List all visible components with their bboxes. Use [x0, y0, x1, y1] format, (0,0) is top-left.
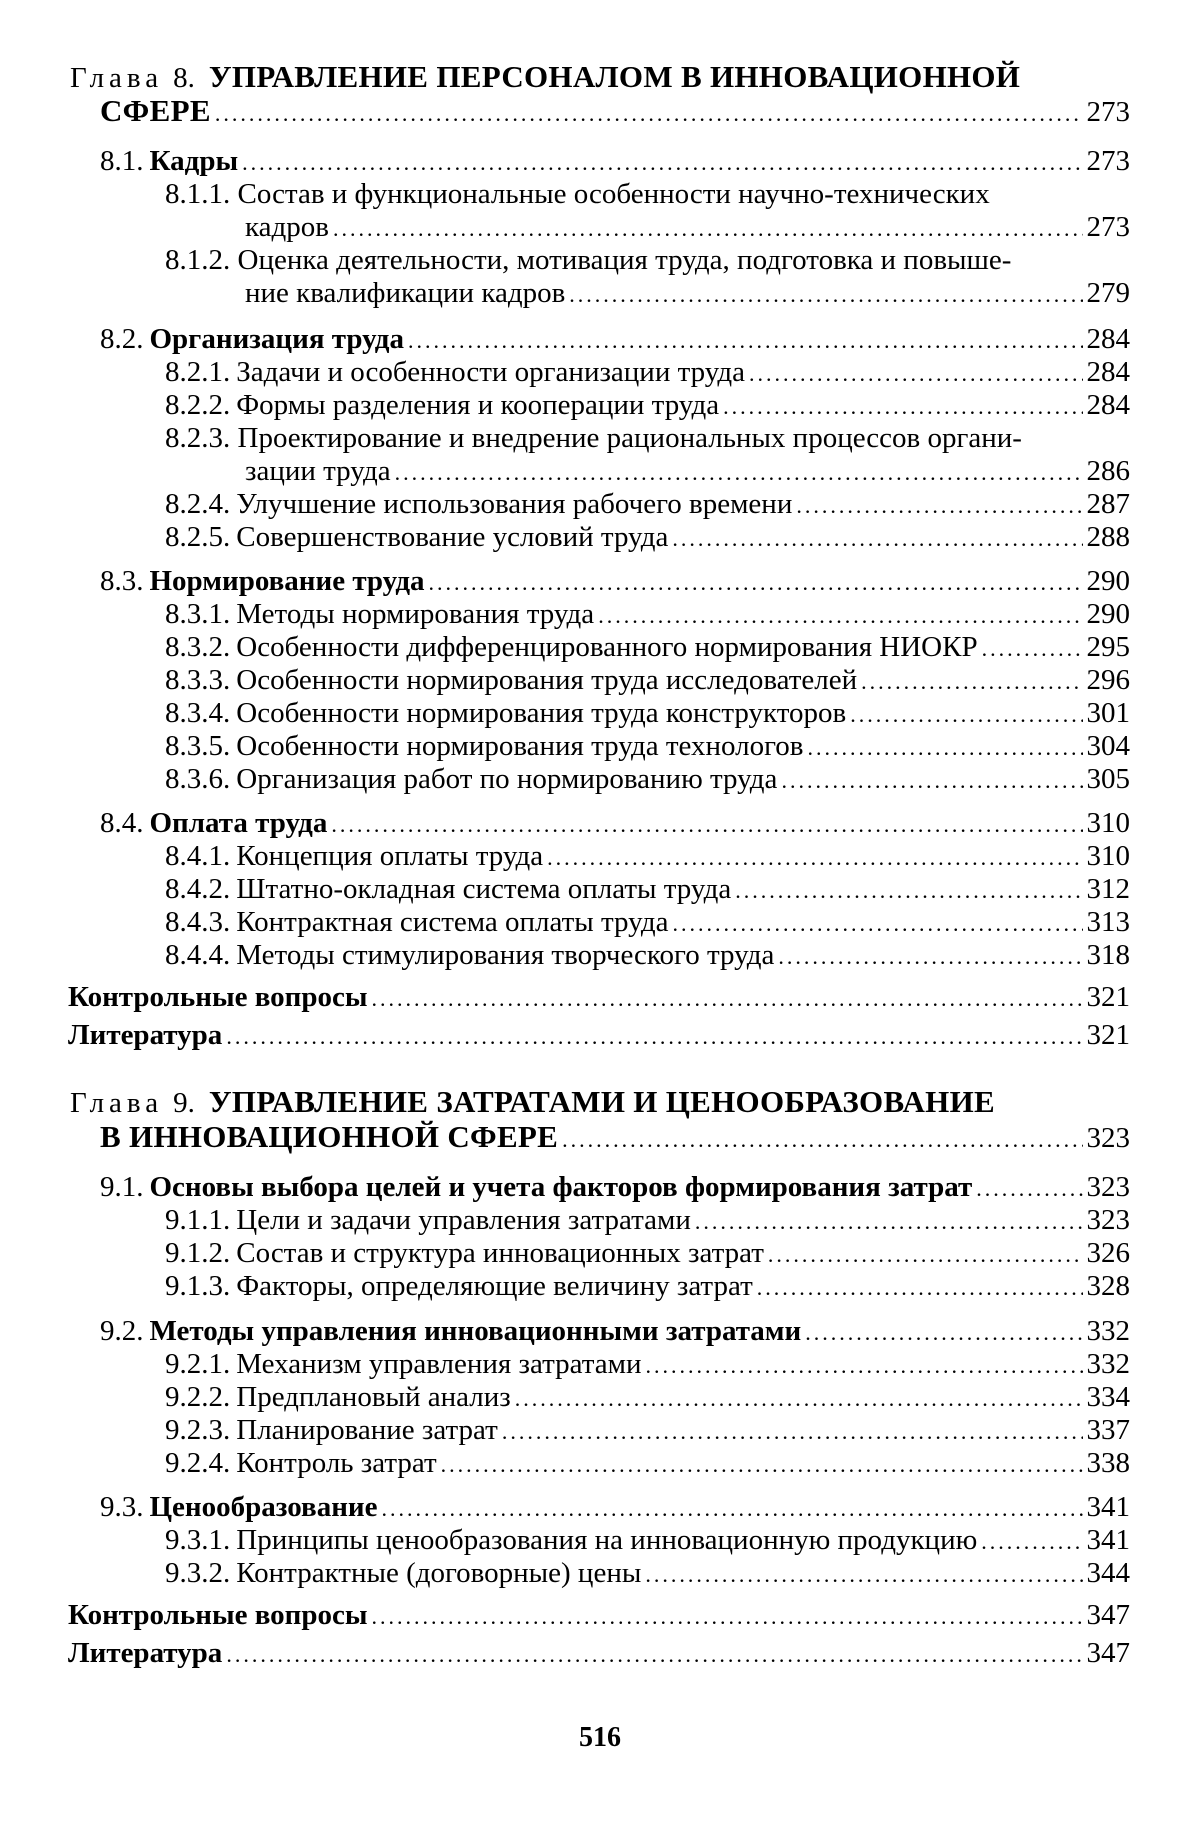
dot-leader [395, 456, 1083, 489]
toc-subsection [165, 356, 1130, 389]
toc-subsection [165, 697, 1130, 730]
dot-leader [502, 1415, 1083, 1448]
toc-subsection [165, 906, 1130, 939]
dot-leader [695, 1205, 1083, 1238]
toc-subsection [165, 598, 1130, 631]
subsection-number: 8.3.1. [165, 598, 231, 630]
toc-section [100, 1315, 1130, 1348]
section-number: 8.3. [100, 565, 144, 597]
page-ref: 328 [1086, 1270, 1130, 1302]
subsection-number: 8.2.3. [165, 422, 231, 454]
section-number: 8.2. [100, 323, 144, 355]
subsection-title: Методы нормирования труда [236, 598, 595, 630]
dot-leader [781, 764, 1082, 797]
section-title: Методы управления инновационными затратами [149, 1315, 802, 1347]
dot-leader [805, 1316, 1082, 1349]
chapter-number: 8. [173, 62, 195, 94]
toc-subsection-cont [245, 277, 1130, 310]
dot-leader [372, 1600, 1083, 1633]
page-ref: 326 [1086, 1237, 1130, 1269]
page-ref: 273 [1086, 211, 1130, 243]
page-ref: 337 [1086, 1414, 1130, 1446]
toc-subsection [165, 1557, 1130, 1590]
dot-leader [372, 982, 1083, 1015]
dot-leader [749, 357, 1082, 390]
toc-literature [68, 1637, 1130, 1670]
subsection-title: Особенности нормирования труда технологов [236, 730, 804, 762]
page-ref: 290 [1086, 565, 1130, 597]
page-ref: 341 [1086, 1524, 1130, 1556]
subsection-number: 9.1.2. [165, 1237, 231, 1269]
subsection-number: 9.3.2. [165, 1557, 231, 1589]
toc-control-questions [68, 1599, 1130, 1632]
subsection-number: 8.2.2. [165, 389, 231, 421]
toc-subsection [165, 1348, 1130, 1381]
dot-leader [226, 1020, 1082, 1053]
subsection-title: Контрактные (договорные) цены [236, 1557, 642, 1589]
toc-subsection [165, 664, 1130, 697]
page-ref: 313 [1086, 906, 1130, 938]
section-number: 9.3. [100, 1491, 144, 1523]
toc-subsection [165, 1381, 1130, 1414]
subsection-title-cont: ние квалификации кадров [245, 277, 566, 309]
dot-leader [598, 599, 1082, 632]
dot-leader [408, 324, 1083, 357]
page-ref: 284 [1086, 323, 1130, 355]
page-ref: 321 [1086, 1019, 1130, 1051]
page-ref: 347 [1086, 1599, 1130, 1631]
subsection-number: 9.1.3. [165, 1270, 231, 1302]
section-number: 8.4. [100, 807, 144, 839]
section-title: Организация труда [149, 323, 404, 355]
page-ref: 323 [1086, 1204, 1130, 1236]
toc-subsection [165, 730, 1130, 763]
dot-leader [757, 1271, 1083, 1304]
dot-leader [778, 940, 1082, 973]
page-ref: 301 [1086, 697, 1130, 729]
subsection-number: 8.1.2. [165, 244, 231, 276]
dot-leader [331, 808, 1082, 841]
subsection-title: Штатно-окладная система оплаты труда [236, 873, 732, 905]
dot-leader [672, 907, 1082, 940]
subsection-number: 8.4.2. [165, 873, 231, 905]
dot-leader [735, 874, 1082, 907]
subsection-title: Методы стимулирования творческого труда [236, 939, 775, 971]
subsection-title: Концепция оплаты труда [236, 840, 544, 872]
toc-subsection-cont [245, 211, 1130, 244]
subsection-number: 8.3.4. [165, 697, 231, 729]
chapter-word: Глава [70, 1087, 164, 1119]
subsection-title: Контроль затрат [236, 1447, 437, 1479]
subsection-number: 9.3.1. [165, 1524, 231, 1556]
toc-subsection [165, 1204, 1130, 1237]
toc-subsection [165, 1414, 1130, 1447]
subsection-title: Планирование затрат [236, 1414, 498, 1446]
chapter-9-heading-cont [100, 1120, 1130, 1153]
toc-subsection [165, 422, 1022, 455]
subsection-number: 8.2.5. [165, 521, 231, 553]
chapter-title: УПРАВЛЕНИЕ ПЕРСОНАЛОМ В ИННОВАЦИОННОЙ [208, 59, 1021, 94]
dot-leader [850, 698, 1082, 731]
dot-leader [547, 841, 1082, 874]
toc-section [100, 1171, 1130, 1204]
section-title: Нормирование труда [149, 565, 425, 597]
page-ref: 310 [1086, 840, 1130, 872]
subsection-title: Механизм управления затратами [236, 1348, 642, 1380]
page-ref: 296 [1086, 664, 1130, 696]
dot-leader [981, 1525, 1082, 1558]
toc-control-questions [68, 981, 1130, 1014]
subsection-number: 8.4.1. [165, 840, 231, 872]
dot-leader [569, 278, 1082, 311]
page-ref: 332 [1086, 1348, 1130, 1380]
dot-leader [215, 97, 1083, 130]
page-ref: 304 [1086, 730, 1130, 762]
subsection-title: Состав и функциональные особенности научно-технических [237, 178, 990, 210]
subsection-title-cont: зации труда [245, 455, 391, 487]
toc-section [100, 323, 1130, 356]
subsection-title: Особенности нормирования труда исследователей [236, 664, 858, 696]
subsection-title: Улучшение использования рабочего времени [236, 488, 793, 520]
dot-leader [982, 632, 1083, 665]
page-ref: 318 [1086, 939, 1130, 971]
literature-title: Литература [68, 1637, 223, 1669]
toc-subsection-cont [245, 455, 1130, 488]
section-title: Кадры [149, 145, 239, 177]
dot-leader [796, 489, 1082, 522]
dot-leader [645, 1558, 1082, 1591]
control-questions-title: Контрольные вопросы [68, 1599, 368, 1631]
toc-subsection [165, 488, 1130, 521]
page-ref: 290 [1086, 598, 1130, 630]
toc-subsection [165, 763, 1130, 796]
toc-section [100, 145, 1130, 178]
chapter-9-heading [70, 1085, 1130, 1118]
page-ref: 305 [1086, 763, 1130, 795]
subsection-title: Организация работ по нормированию труда [236, 763, 778, 795]
toc-subsection [165, 873, 1130, 906]
toc-section [100, 565, 1130, 598]
chapter-number: 9. [173, 1087, 195, 1119]
subsection-title: Контрактная система оплаты труда [236, 906, 669, 938]
toc-subsection [165, 631, 1130, 664]
subsection-number: 8.3.5. [165, 730, 231, 762]
toc-subsection [165, 1270, 1130, 1303]
dot-leader [242, 146, 1082, 179]
page-ref: 284 [1086, 389, 1130, 421]
subsection-title: Задачи и особенности организации труда [236, 356, 746, 388]
page-ref: 284 [1086, 356, 1130, 388]
subsection-number: 9.2.2. [165, 1381, 231, 1413]
toc-literature [68, 1019, 1130, 1052]
subsection-title: Проектирование и внедрение рациональных процессов органи- [237, 422, 1022, 454]
subsection-number: 9.2.3. [165, 1414, 231, 1446]
subsection-number: 8.2.1. [165, 356, 231, 388]
subsection-title: Особенности нормирования труда конструкторов [236, 697, 847, 729]
page-ref: 310 [1086, 807, 1130, 839]
subsection-number: 8.3.6. [165, 763, 231, 795]
page-ref: 273 [1086, 96, 1130, 128]
page-ref: 273 [1086, 145, 1130, 177]
toc-section [100, 1491, 1130, 1524]
section-title: Ценообразование [149, 1491, 378, 1523]
dot-leader [441, 1448, 1083, 1481]
dot-leader [723, 390, 1082, 423]
toc-subsection [165, 840, 1130, 873]
page-number: 516 [579, 1722, 621, 1753]
page-ref: 332 [1086, 1315, 1130, 1347]
subsection-number: 9.1.1. [165, 1204, 231, 1236]
dot-leader [646, 1349, 1083, 1382]
literature-title: Литература [68, 1019, 223, 1051]
dot-leader [226, 1638, 1082, 1671]
page-ref: 323 [1086, 1122, 1130, 1154]
toc-subsection [165, 521, 1130, 554]
dot-leader [768, 1238, 1083, 1271]
toc-subsection [165, 1524, 1130, 1557]
dot-leader [515, 1382, 1083, 1415]
section-number: 9.2. [100, 1315, 144, 1347]
subsection-number: 8.3.3. [165, 664, 231, 696]
page-ref: 347 [1086, 1637, 1130, 1669]
section-number: 9.1. [100, 1171, 144, 1203]
dot-leader [672, 522, 1082, 555]
section-number: 8.1. [100, 145, 144, 177]
subsection-title: Состав и структура инновационных затрат [236, 1237, 764, 1269]
dot-leader [333, 212, 1083, 245]
subsection-title: Особенности дифференцированного нормирования НИОКР [236, 631, 978, 663]
toc-subsection [165, 244, 1011, 277]
subsection-number: 8.1.1. [165, 178, 231, 210]
chapter-title-cont: СФЕРЕ [100, 93, 211, 128]
dot-leader [429, 566, 1083, 599]
toc-section [100, 807, 1130, 840]
page-ref: 338 [1086, 1447, 1130, 1479]
dot-leader [807, 731, 1082, 764]
dot-leader [861, 665, 1082, 698]
subsection-number: 9.2.1. [165, 1348, 231, 1380]
dot-leader [976, 1172, 1082, 1205]
toc-subsection [165, 178, 990, 211]
page-ref: 321 [1086, 981, 1130, 1013]
toc-subsection [165, 389, 1130, 422]
section-title: Основы выбора целей и учета факторов формирования затрат [149, 1171, 973, 1203]
subsection-title: Формы разделения и кооперации труда [236, 389, 720, 421]
subsection-title: Предплановый анализ [236, 1381, 511, 1413]
dot-leader [562, 1123, 1082, 1156]
page-ref: 312 [1086, 873, 1130, 905]
chapter-title-cont: В ИННОВАЦИОННОЙ СФЕРЕ [100, 1119, 559, 1154]
subsection-number: 9.2.4. [165, 1447, 231, 1479]
subsection-title: Принципы ценообразования на инновационную продукцию [236, 1524, 978, 1556]
chapter-title: УПРАВЛЕНИЕ ЗАТРАТАМИ И ЦЕНООБРАЗОВАНИЕ [208, 1084, 995, 1119]
subsection-number: 8.3.2. [165, 631, 231, 663]
control-questions-title: Контрольные вопросы [68, 981, 368, 1013]
toc-subsection [165, 1237, 1130, 1270]
page-ref: 323 [1086, 1171, 1130, 1203]
page-ref: 279 [1086, 277, 1130, 309]
subsection-title: Факторы, определяющие величину затрат [236, 1270, 753, 1302]
page-ref: 286 [1086, 455, 1130, 487]
page-ref: 287 [1086, 488, 1130, 520]
subsection-number: 8.4.3. [165, 906, 231, 938]
chapter-word: Глава [70, 62, 164, 94]
subsection-title: Оценка деятельности, мотивация труда, подготовка и повыше- [237, 244, 1012, 276]
subsection-number: 8.4.4. [165, 939, 231, 971]
toc-subsection [165, 1447, 1130, 1480]
toc-subsection [165, 939, 1130, 972]
page-ref: 344 [1086, 1557, 1130, 1589]
chapter-8-heading [70, 60, 1130, 93]
dot-leader [381, 1492, 1082, 1525]
page-ref: 295 [1086, 631, 1130, 663]
subsection-title-cont: кадров [245, 211, 329, 243]
page-ref: 288 [1086, 521, 1130, 553]
subsection-title: Совершенствование условий труда [236, 521, 669, 553]
subsection-number: 8.2.4. [165, 488, 231, 520]
section-title: Оплата труда [149, 807, 328, 839]
page-ref: 334 [1086, 1381, 1130, 1413]
chapter-8-heading-cont [100, 94, 1130, 127]
subsection-title: Цели и задачи управления затратами [236, 1204, 691, 1236]
page-ref: 341 [1086, 1491, 1130, 1523]
